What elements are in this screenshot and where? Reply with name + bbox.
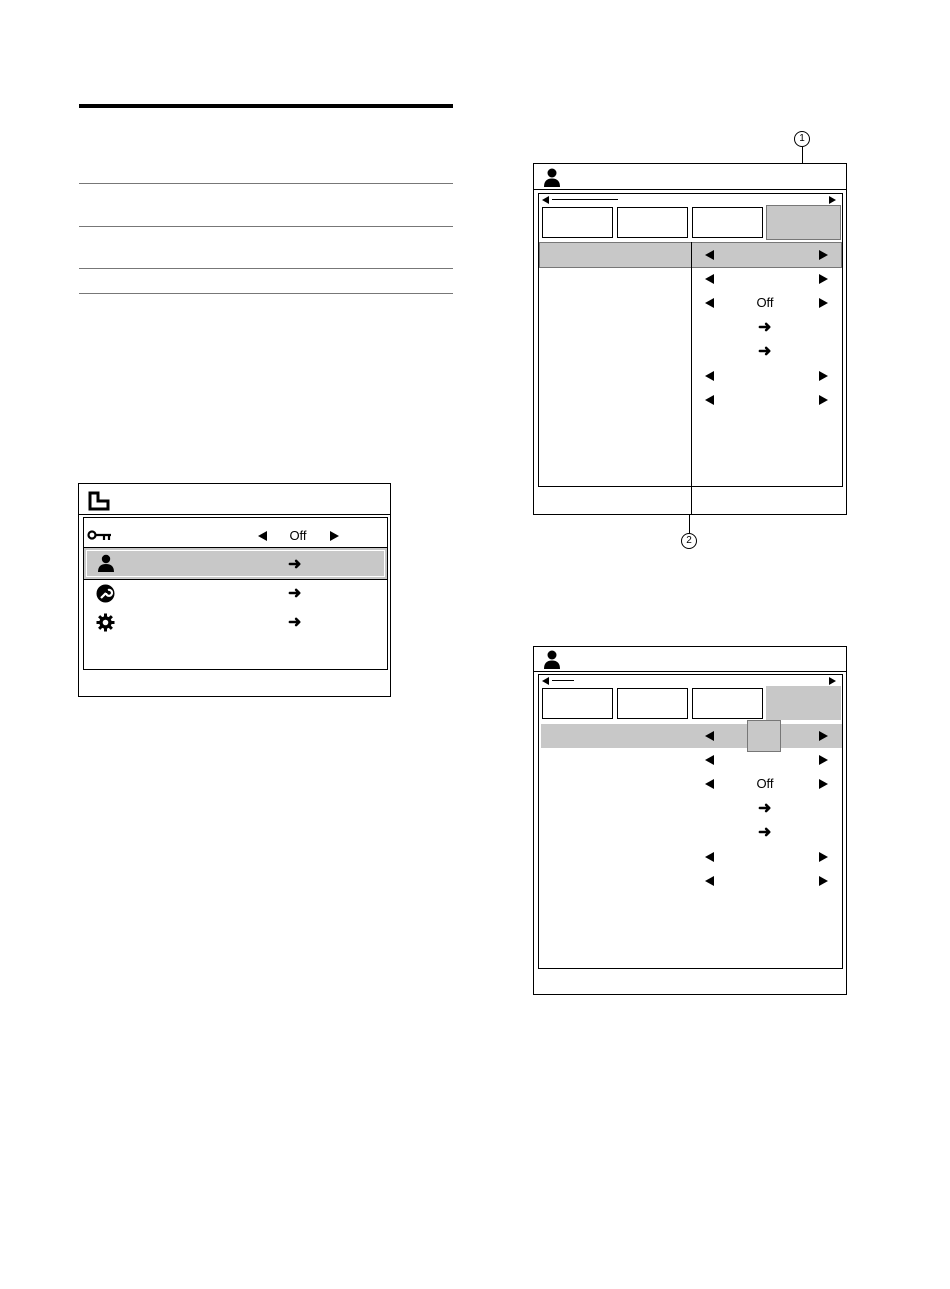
tab-1[interactable] xyxy=(542,207,613,238)
right-arrow-icon[interactable] xyxy=(819,731,828,741)
right-arrow-icon[interactable] xyxy=(819,876,828,886)
callout-1: 1 xyxy=(794,131,810,147)
gear-icon xyxy=(96,613,115,632)
right-arrow-icon[interactable]: ➜ xyxy=(758,343,772,360)
right-arrow-icon[interactable] xyxy=(819,852,828,862)
table-rule xyxy=(79,268,453,269)
right-arrow-icon[interactable]: ➜ xyxy=(758,800,772,817)
right-arrow-icon[interactable] xyxy=(819,779,828,789)
right-arrow-icon[interactable] xyxy=(819,395,828,405)
table-rule xyxy=(79,226,453,227)
menu-list xyxy=(83,517,388,670)
right-arrow-icon[interactable] xyxy=(819,250,828,260)
menu-item-user-selected[interactable] xyxy=(83,547,388,580)
heading-rule xyxy=(79,104,453,108)
left-arrow-icon[interactable] xyxy=(705,274,714,284)
left-arrow-icon[interactable] xyxy=(705,250,714,260)
setting-value: Off xyxy=(289,528,307,543)
tab-3[interactable] xyxy=(692,688,763,719)
right-arrow-icon[interactable]: ➜ xyxy=(288,614,302,631)
left-arrow-icon[interactable] xyxy=(705,395,714,405)
key-icon xyxy=(87,530,113,542)
tab-2[interactable] xyxy=(617,207,688,238)
settings-panel xyxy=(538,674,843,969)
table-rule xyxy=(79,293,453,294)
user-icon xyxy=(543,168,561,187)
left-arrow-icon[interactable] xyxy=(705,852,714,862)
user-screen-2 xyxy=(533,646,847,995)
tab-3[interactable] xyxy=(692,207,763,238)
tab-4-selected[interactable] xyxy=(766,686,841,720)
tab-2[interactable] xyxy=(617,688,688,719)
user-screen-1 xyxy=(533,163,847,515)
tab-scroll-left-icon[interactable] xyxy=(542,677,549,685)
right-arrow-icon[interactable] xyxy=(819,371,828,381)
left-arrow-icon[interactable] xyxy=(705,731,714,741)
callout-line xyxy=(689,515,690,533)
right-arrow-icon[interactable] xyxy=(819,298,828,308)
setting-value: Off xyxy=(756,295,774,310)
table-rule xyxy=(79,183,453,184)
left-arrow-icon[interactable] xyxy=(705,779,714,789)
right-arrow-icon[interactable]: ➜ xyxy=(288,585,302,602)
user-icon xyxy=(543,650,561,669)
right-arrow-icon[interactable] xyxy=(819,755,828,765)
callout-2: 2 xyxy=(681,533,697,549)
tab-4-selected[interactable] xyxy=(766,205,841,240)
value-edit-box[interactable] xyxy=(747,720,781,752)
right-arrow-icon[interactable] xyxy=(819,274,828,284)
right-arrow-icon[interactable]: ➜ xyxy=(758,824,772,841)
top-menu-screen xyxy=(78,483,391,697)
callout-line xyxy=(691,242,692,515)
tab-1[interactable] xyxy=(542,688,613,719)
right-arrow-icon[interactable]: ➜ xyxy=(288,556,302,573)
settings-panel xyxy=(538,193,843,487)
left-arrow-icon[interactable] xyxy=(705,371,714,381)
left-arrow-icon[interactable] xyxy=(705,876,714,886)
printer-icon xyxy=(88,491,110,511)
left-arrow-icon[interactable] xyxy=(705,298,714,308)
left-arrow-icon[interactable] xyxy=(705,755,714,765)
tab-scroll-right-icon[interactable] xyxy=(829,677,836,685)
right-arrow-icon[interactable]: ➜ xyxy=(758,319,772,336)
tab-scroll-right-icon[interactable] xyxy=(829,196,836,204)
settings-row-selected[interactable] xyxy=(541,724,842,748)
setting-value: Off xyxy=(756,776,774,791)
right-arrow-icon[interactable] xyxy=(330,531,339,541)
left-arrow-icon[interactable] xyxy=(258,531,267,541)
wrench-icon xyxy=(96,584,115,603)
tab-scroll-left-icon[interactable] xyxy=(542,196,549,204)
user-icon xyxy=(97,554,115,572)
